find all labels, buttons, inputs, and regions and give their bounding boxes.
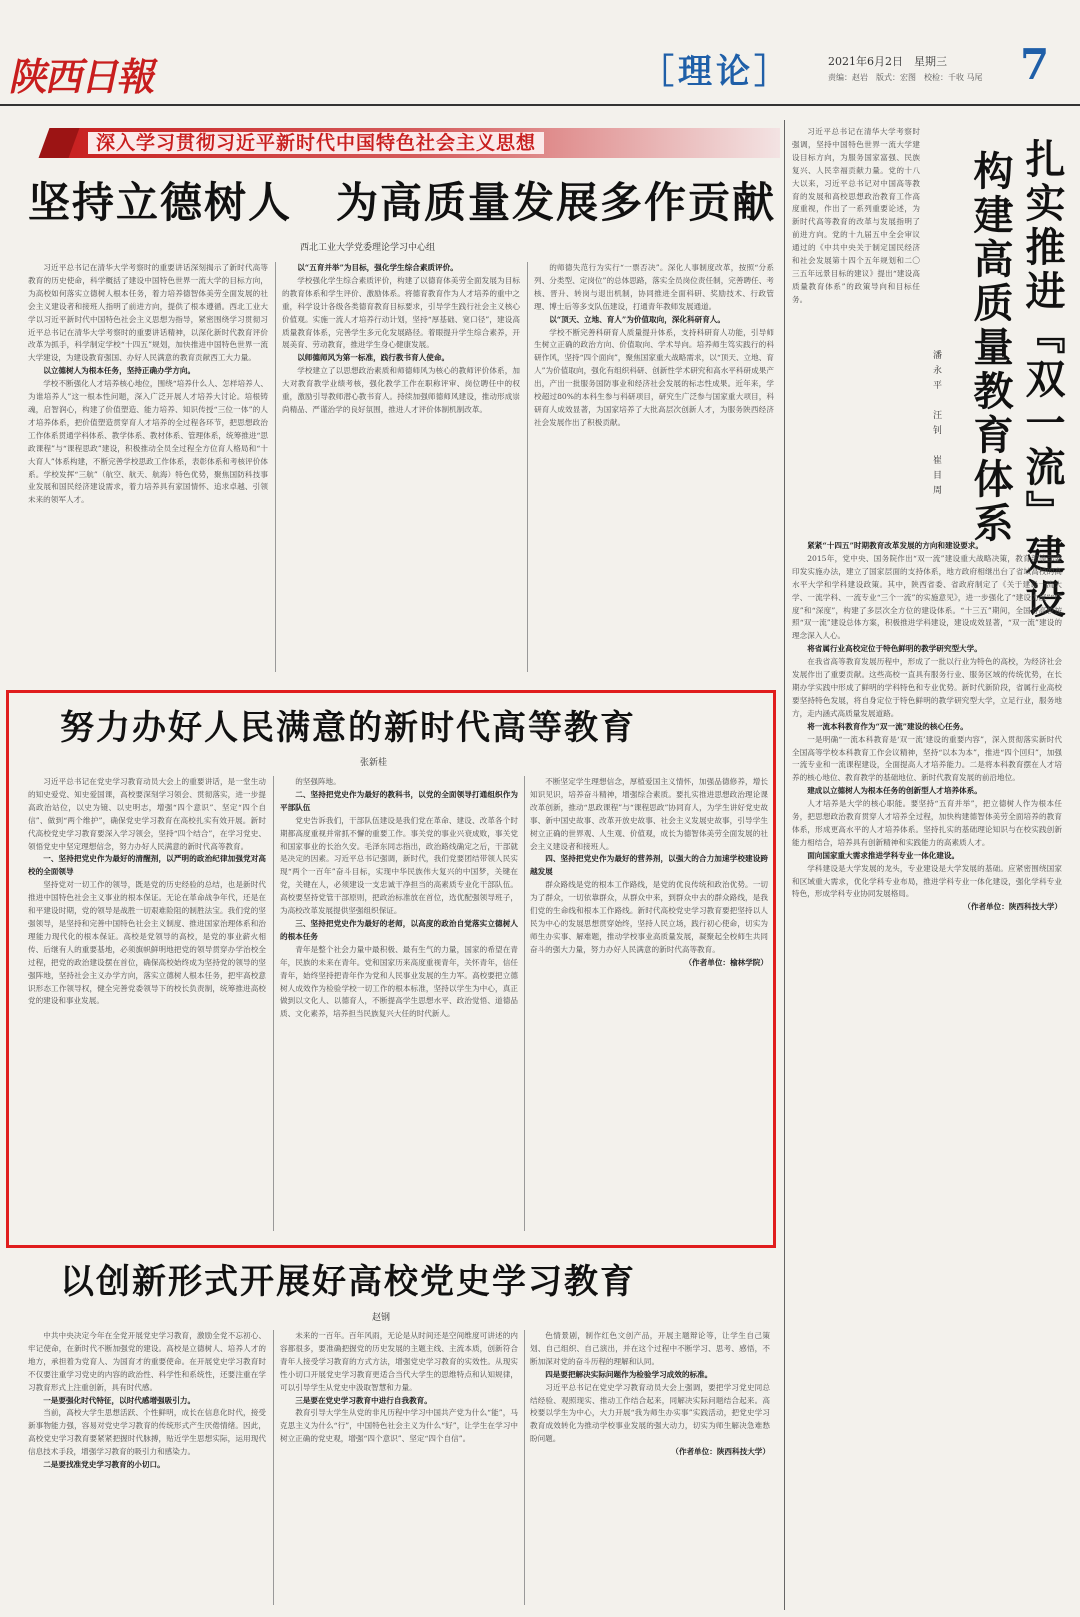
article1-col1 bbox=[28, 262, 268, 677]
editors-line: 责编：赵岩 版式：宏图 校检：千收 马尾 bbox=[828, 73, 983, 82]
article3-col1 bbox=[28, 1330, 266, 1610]
subheading: 将省属行业高校定位于特色鲜明的教学研究型大学。 bbox=[807, 644, 982, 654]
subheading: 面向国家重大需求推进学科专业一体化建设。 bbox=[807, 850, 960, 860]
date-box bbox=[828, 54, 983, 86]
article4-headline-line1: 扎实推进『双一流』建设 bbox=[1019, 138, 1065, 622]
paragraph: 学科建设是大学发展的龙头，专业建设是大学发展的基础。应紧密围绕国家和区域重大需求，优化学科专业布局，推进学科专业一体化建设，强化学科专业特色，形成学科专业协同发展格局。 bbox=[792, 863, 1062, 899]
article1-byline: 西北工业大学党委理论学习中心组 bbox=[300, 243, 436, 253]
paragraph: 习近平总书记在清华大学考察时强调，坚持中国特色世界一流大学建设目标方向，为服务国家富强、民族复兴、人民幸福贡献力量。党的十八大以来，习近平总书记对中国高等教育的发展和高校思想政治教育工作高度重视，作出了一系列重要论述，为新时代高等教育的改革与发展指明了前进方向。党的十九届五中全会审议通过的《中共中央关于制定国民经济和社会发展第十四个五年规划和二〇三五年远景目标的建议》提出“建设高质量教育体系”的政策导向和目标任务。 bbox=[792, 127, 920, 304]
author-affiliation: （作者单位：陕西科技大学） bbox=[671, 1447, 770, 1457]
section-label: ［理论］ bbox=[640, 52, 792, 92]
subheading: 二、坚持把党史作为最好的教科书，以党的全面领导打通组织作为平部队伍 bbox=[280, 789, 518, 812]
masthead-rule bbox=[0, 104, 1080, 106]
paragraph: 的坚强阵地。 bbox=[295, 777, 341, 786]
article2-col3 bbox=[530, 776, 768, 1238]
column-divider bbox=[273, 1330, 274, 1605]
subheading: 一是要强化时代特征，以时代感增强吸引力。 bbox=[43, 1395, 196, 1405]
paragraph: 教育引导大学生从党的非凡历程中学习中国共产党为什么“能”，马克思主义为什么“行”，中国特色社会主义为什么“好”，让学生在学习中树立正确的党史观，增强“四个意识”、坚定“四个自信”。 bbox=[280, 1408, 518, 1444]
paragraph: 青年是整个社会力量中最积极、最有生气的力量，国家的希望在青年，民族的未来在青年。党和国家历来高度重视青年，关怀青年，信任青年，始终坚持把青年作为党和人民事业发展的生力军。高校要把立德树人成效作为检验学校一切工作的根本标准，坚持以学生为中心，真正做到以文化人、以德育人，不断提高学生思想水平、政治觉悟、道德品质、文化素养，培养担当民族复兴大任的时代新人。 bbox=[280, 944, 518, 1019]
paragraph: 未来的一百年。百年风雨，无论是从时间还是空间维度可讲述的内容都很多，要准确把握党的历史发展的主题主线、主流本质，创新符合青年人接受学习教育的方式方法，增强党史学习教育的实效性。从现实性小切口开展党史学习教育更适合当代大学生的思维特点和认知规律，可以引导学生从党史中汲取智慧和力量。 bbox=[280, 1331, 518, 1392]
column-divider bbox=[524, 776, 525, 1231]
article2-col2 bbox=[280, 776, 518, 1238]
column-divider bbox=[275, 262, 276, 672]
paragraph: 的师德失范行为实行“一票否决”。深化人事制度改革，按照“分系列、分类型、定岗位”的总体思路，落实全员岗位责任制，完善聘任、考核、晋升、转岗与退出机制，协同推进全面科研、奖励技术、行政管理、博士后等多支队伍建设，打通青年教师发展通道。 bbox=[534, 263, 774, 311]
column-divider bbox=[524, 1330, 525, 1605]
paragraph: 习近平总书记在党史学习教育动员大会上强调，要把学习党史同总结经验、观照现实、推动工作结合起来，同解决实际问题结合起来。高校要以学生为中心，大力开展“我为师生办实事”实践活动，把党史学习教育成效转化为推动学校事业发展的强大动力，切实为师生解决急难愁盼问题。 bbox=[530, 1382, 770, 1444]
issue-date: 2021年6月2日 星期三 bbox=[828, 55, 947, 68]
subheading: 三是要在党史学习教育中进行自我教育。 bbox=[295, 1395, 432, 1405]
subheading: 二是要找准党史学习教育的小切口。 bbox=[43, 1460, 165, 1470]
subheading: 四、坚持把党史作为最好的营养剂，以强大的合力加速学校建设跨越发展 bbox=[530, 854, 768, 877]
article3-col3 bbox=[530, 1330, 770, 1610]
paragraph: 不断坚定学生理想信念，厚植爱国主义情怀，加强品德修养，增长知识见识，培养奋斗精神，增强综合素质。要扎实推进思想政治理论课改革创新，推动“思政课程”与“课程思政”协同育人，为学生讲好党史故事、新中国史故事、改革开放史故事、社会主义发展史故事，引导学生树立正确的世界观、人生观、价值观，成长为德智体美劳全面发展的社会主义建设者和接班人。 bbox=[530, 777, 768, 851]
subheading: 四是要把解决实际问题作为检验学习成效的标准。 bbox=[545, 1369, 713, 1379]
article1-headline: 坚持立德树人 为高质量发展多作贡献 bbox=[28, 178, 777, 227]
right-column-divider bbox=[784, 120, 785, 1610]
paragraph: 人才培养是大学的核心职能。要坚持“五育并举”，把立德树人作为根本任务，把思想政治教育贯穿人才培养全过程，加快构建德智体美劳全面培养的教育体系，形成更高水平的人才培养体系。坚持扎实的基础理论知识与在校实践创新能力相结合，培养具有创新精神和实践能力的高素质人才。 bbox=[792, 799, 1062, 847]
paragraph: 学校不断强化人才培养核心地位，围绕“培养什么人、怎样培养人、为谁培养人”这一根本性问题，深入广泛开展人才培养大讨论。培根铸魂，启智润心，构建了价值塑造、能力培养、知识传授“三位一体”的人才培养体系，把价值塑造贯穿育人才培养的全过程各环节，把思想政治工作体系贯通学科体系、教学体系、教材体系、管理体系，统筹推进“思政课程”与“课程思政”建设，积极推动全员全过程全方位育人格局和“十大育人”体系构建，不断完善学校思政工作体系，表彰体系和考核评价体系。学校发挥“三航”（航空、航天、航海）特色优势，聚焦国防科技事业发展和国民经济建设需求，着力培养具有家国情怀、追求卓越、引领未来的领军人才。 bbox=[28, 379, 268, 505]
subheading: 建成以立德树人为根本任务的创新型人才培养体系。 bbox=[807, 786, 982, 796]
article1-col2 bbox=[282, 262, 520, 677]
paragraph: 习近平总书记在清华大学考察时的重要讲话深刻揭示了新时代高等教育的历史使命，科学概括了建设中国特色世界一流大学的目标方向，为高校如何落实立德树人根本任务，着力培养德智体美劳全面发展的社会主义建设者和接班人指明了前进方向，提供了根本遵循。西北工业大学以习近平新时代中国特色社会主义思想为指导，紧密围绕学习贯彻习近平总书记在清华大学考察时的重要讲话精神，以深化新时代教育评价改革为抓手，科学制定学校“十四五”规划，加快推进中国特色世界一流大学建设，为建设教育强国、办好人民满意的教育贡献西工大力量。 bbox=[28, 263, 268, 363]
paragraph: 在我省高等教育发展历程中，形成了一批以行业为特色的高校，为经济社会发展作出了重要贡献。这些高校一直具有服务行业、服务区域的传统优势，在长期办学实践中形成了鲜明的学科特色和专业优势。新时代新阶段，省属行业高校要坚持特色发展，将自身定位于特色鲜明的教学研究型大学，立足行业，服务地方，走内涵式高质量发展道路。 bbox=[792, 657, 1062, 718]
article2-headline: 努力办好人民满意的新时代高等教育 bbox=[60, 708, 636, 748]
column-divider bbox=[273, 776, 274, 1231]
newspaper-logo: 陕西日報 bbox=[6, 54, 161, 99]
banner-text: 深入学习贯彻习近平新时代中国特色社会主义思想 bbox=[88, 128, 544, 158]
paragraph: 学校建立了以思想政治素质和师德师风为核心的教师评价体系，加大对教育教学业绩考核，强化教学工作在职称评审、岗位聘任中的权重，激励引导教师潜心教书育人。持续加强师德师风建设，推动形成崇尚精品、严谨治学的良好氛围，推进人才评价体制机制改革。 bbox=[282, 366, 520, 414]
paragraph: 中共中央决定今年在全党开展党史学习教育，激励全党不忘初心、牢记使命，在新时代不断加强党的建设。高校是立德树人、培养人才的地方，承担着为党育人、为国育才的重要使命。在开展党史学习教育时不仅要注重学习党史的内容的政治性、科学性和系统性，还要注重在学习教育形式上注重创新，具有时代感。 bbox=[28, 1331, 266, 1392]
paragraph: 坚持党对一切工作的领导，既是党的历史经验的总结，也是新时代推进中国特色社会主义事业的根本保证。无论在革命战争年代，还是在和平建设时期，党的领导是战胜一切艰难险阻的制胜法宝。我们党的坚强领导，是坚持和完善中国特色社会主义制度、推进国家治理体系和治理能力现代化的根本保证。高校是党领导的高校，是党的事业薪火相传、后继有人的重要基地，必须旗帜鲜明地把党的领导贯穿办学治校全过程，把党的政治建设摆在首位，确保高校始终成为坚持党的领导的坚强阵地，坚持社会主义办学方向，落实立德树人根本任务，把牢高校意识形态工作领导权，健全完善党委领导下的校长负责制，统筹推进高校党的建设和事业发展。 bbox=[28, 880, 266, 1006]
author-affiliation: （作者单位：榆林学院） bbox=[684, 957, 768, 967]
subheading: 一、坚持把党史作为最好的清醒剂，以严明的政治纪律加强党对高校的全面领导 bbox=[28, 854, 266, 877]
paragraph: 当前，高校大学生思想活跃、个性鲜明，成长在信息化时代，接受新事物能力强，容易对党史学习教育的传统形式产生厌倦情绪。因此，高校党史学习教育要紧紧把握时代脉搏，贴近学生思想实际，运用现代信息技术手段，增强学习教育的吸引力和感染力。 bbox=[28, 1408, 266, 1457]
paragraph: 2015年，党中央、国务院作出“双一流”建设重大战略决策，教育部等部委印发实施办法，建立了国家层面的支持体系，地方政府相继出台了省域高校的高水平大学和学科建设政策。其中，陕西省委、省政府制定了《关于建设一流大学、一流学科、一流专业“三个一流”的实施意见》，进一步强化了“建设力度”“广度”和“深度”，构建了多层次全方位的建设体系。“十三五”期间，全国各高校按照“双一流”建设总体方案，积极推进学科建设，建设成效显著，“双一流”建设的理念深入人心。 bbox=[792, 553, 1062, 641]
subheading: 以师德师风为第一标准，践行教书育人使命。 bbox=[297, 353, 450, 363]
paragraph: 习近平总书记在党史学习教育动员大会上的重要讲话，是一堂生动的知史爱党、知史爱国课，高校要深刻学习领会、贯彻落实，进一步提高政治站位，以史为镜、以史明志，增强“四个意识”、坚定“四个自信”、做到“两个维护”，确保党史学习教育在高校扎实有效开展。新时代高校党史学习教育要深入学习领会，坚持“四个结合”，在学习党史、领悟党史中坚定理想信念，努力办好人民满意的新时代高等教育。 bbox=[28, 777, 266, 851]
article4-byline: 潘永平 汪钊 崔目周 bbox=[931, 350, 941, 500]
article4-col-bottom bbox=[792, 540, 1062, 1610]
article4-headline-line2: 构建高质量教育体系 bbox=[967, 150, 1013, 546]
article2-col1 bbox=[28, 776, 266, 1238]
article1-col3 bbox=[534, 262, 774, 677]
subheading: 以“五育并举”为目标，强化学生综合素质评价。 bbox=[297, 263, 458, 272]
subheading: 以“顶天、立地、育人”为价值取向，深化科研育人。 bbox=[549, 314, 725, 324]
subheading: 紧紧“十四五”时期教育改革发展的方向和建设要求。 bbox=[807, 541, 983, 550]
column-divider bbox=[527, 262, 528, 672]
article3-byline: 赵钢 bbox=[372, 1313, 391, 1323]
article3-col2 bbox=[280, 1330, 518, 1610]
paragraph: 色情景剧，制作红色文创产品，开展主题辩论等，让学生自己策划、自己组织、自己演出，并在这个过程中不断学习、思考、感悟，不断加深对党的奋斗历程的理解和认同。 bbox=[530, 1331, 770, 1366]
paragraph: 一是明确“一流本科教育是‘双一流’建设的重要内容”，深入贯彻落实新时代全国高等学校本科教育工作会议精神，坚持“以本为本”，推进“四个回归”，加强一流专业和一流课程建设，全面提高人才培养能力。二是将本科教育摆在人才培养的核心地位、教育教学的基础地位、新时代教育发展的前沿地位。 bbox=[792, 734, 1062, 783]
subheading: 以立德树人为根本任务，坚持正确办学方向。 bbox=[43, 366, 196, 376]
paragraph: 群众路线是党的根本工作路线，是党的优良传统和政治优势。一切为了群众，一切依靠群众，从群众中来，到群众中去的群众路线，是我们党的生命线和根本工作路线。新时代高校党史学习教育要把坚持以人民为中心的发展思想贯穿始终，坚持人民立场，践行初心使命，切实为师生办实事、解难题，推动学校事业高质量发展，凝聚起全校师生共同奋斗的强大力量，努力办好人民满意的新时代高等教育。 bbox=[530, 880, 768, 954]
subheading: 三、坚持把党史作为最好的老师，以高度的政治自觉落实立德树人的根本任务 bbox=[280, 918, 518, 941]
article3-headline: 以创新形式开展好高校党史学习教育 bbox=[60, 1262, 636, 1302]
page-number: 7 bbox=[1020, 40, 1050, 89]
subheading: 将一流本科教育作为“双一流”建设的核心任务。 bbox=[807, 721, 968, 731]
article2-byline: 张新桂 bbox=[360, 758, 388, 768]
paragraph: 学校强化学生综合素质评价，构建了以德育体美劳全面发展为目标的教育体系和学生评价、激励体系。将德育教育作为人才培养的重中之重，科学设计各级各类德育教育目标要求，引导学生践行社会主义核心价值观。实施一流人才培养行动计划，坚持“厚基础、宽口径”，建设高质量教育体系，完善学生多元化发展路径。着眼提升学生综合素养，开展美育、劳动教育，推进学生身心健康发展。 bbox=[282, 275, 520, 350]
paragraph: 党史告诉我们，干部队伍建设是我们党在革命、建设、改革各个时期都高度重视并常抓不懈的重要工作。事关党的事业兴衰成败，事关党和国家事业的长治久安。毛泽东同志指出，政治路线确定之后，干部就是决定的因素。习近平总书记强调，新时代，我们党要团结带领人民实现“两个一百年”奋斗目标，实现中华民族伟大复兴的中国梦，关键在党，关键在人，必须建设一支忠诚干净担当的高素质专业化干部队伍。高校要坚持党管干部原则，把政治标准放在首位，选优配强领导班子，为高校改革发展提供坚强组织保证。 bbox=[280, 815, 518, 916]
author-affiliation: （作者单位：陕西科技大学） bbox=[963, 902, 1062, 912]
paragraph: 学校不断完善科研育人质量提升体系，支持科研育人功能，引导师生树立正确的政治方向、价值取向、学术导向。培养师生笃实践行的科研作风，坚持“四个面向”，聚焦国家重大战略需求，以“顶天、立地、育人”为价值取向，强化有组织科研、创新性学术研究和高水平科研成果产出，产出一批服务国防事业和经济社会发展的标志性成果。近年来，学校超过80%的本科生参与科研项目，研究生广泛参与国家重大项目，科研育人成效显著，为国家培养了大批高层次创新人才，为服务陕西经济社会发展作出了积极贡献。 bbox=[534, 327, 774, 427]
